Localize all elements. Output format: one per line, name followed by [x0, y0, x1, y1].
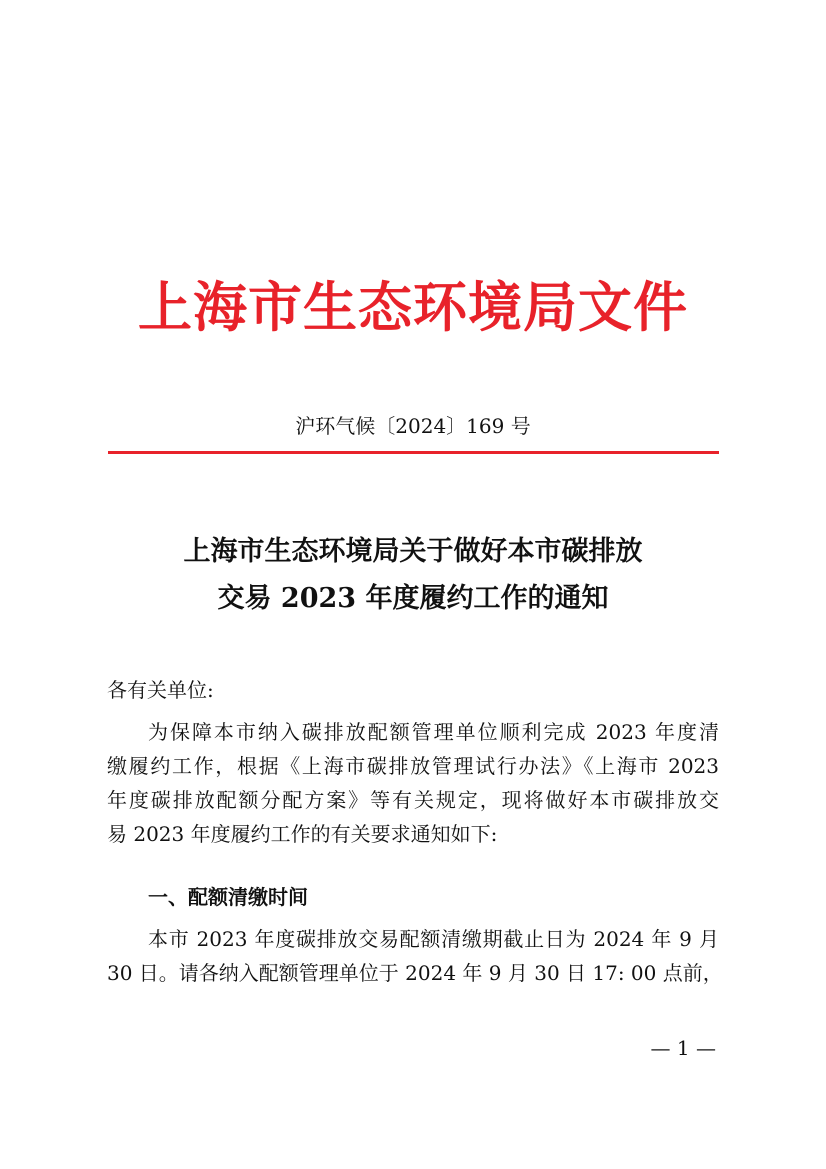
notice-title: [0, 528, 826, 622]
page-number: — 1 —: [650, 1036, 716, 1060]
paragraph-line: 本市 2023 年度碳排放交易配额清缴期截止日为 2024 年 9 月: [148, 927, 719, 951]
salutation: 各有关单位:: [107, 678, 214, 702]
body-paragraph-2: [107, 922, 723, 990]
paragraph-line: 30 日。请各纳入配额管理单位于 2024 年 9 月 30 日 17: 00 点前，: [107, 961, 723, 985]
red-separator-line: [108, 451, 719, 454]
issuing-authority-title: 上海市生态环境局文件: [138, 275, 688, 339]
paragraph-line: 易 2023 年度履约工作的有关要求通知如下:: [107, 822, 498, 846]
notice-title-line-1: 上海市生态环境局关于做好本市碳排放: [183, 536, 643, 567]
notice-title-line-2: 交易 2023 年度履约工作的通知: [217, 583, 609, 614]
document-number: 沪环气候〔2024〕169 号: [295, 414, 531, 438]
section-heading-1: 一、配额清缴时间: [148, 885, 308, 909]
body-paragraph-1: [107, 715, 719, 851]
paragraph-line: 年度碳排放配额分配方案》等有关规定，现将做好本市碳排放交: [107, 788, 719, 812]
paragraph-line: 为保障本市纳入碳排放配额管理单位顺利完成 2023 年度清: [148, 720, 719, 744]
paragraph-line: 缴履约工作，根据《上海市碳排放管理试行办法》《上海市 2023: [107, 754, 719, 778]
